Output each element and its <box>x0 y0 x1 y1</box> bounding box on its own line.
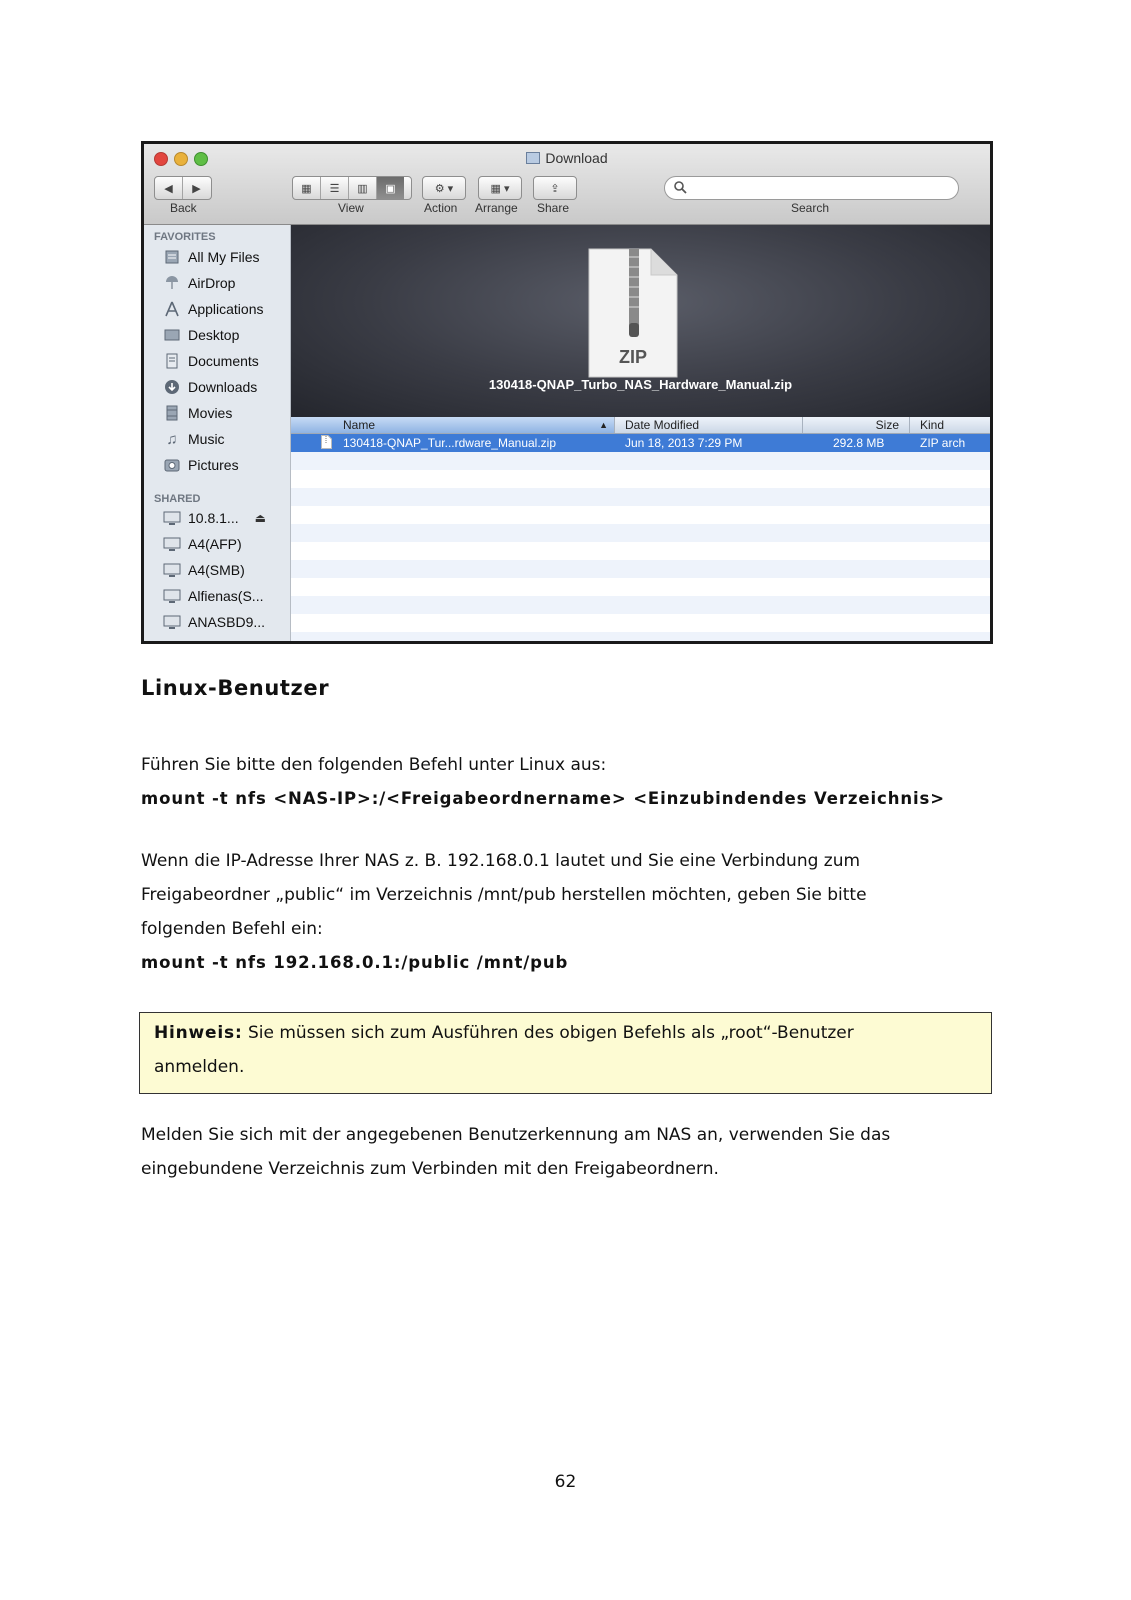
list-view-icon[interactable]: ☰ <box>321 177 349 199</box>
sort-arrow-icon: ▲ <box>599 420 608 430</box>
paragraph-closing-line-2: eingebundene Verzeichnis zum Verbinden mit den Freigabeordnern. <box>141 1159 719 1179</box>
file-list <box>291 434 990 641</box>
note-text: Sie müssen sich zum Ausführen des obigen Befehls als „root“-Benutzer <box>242 1023 854 1043</box>
column-size[interactable]: Size <box>803 417 910 433</box>
sidebar-item-all-my-files[interactable]: All My Files <box>162 246 260 268</box>
folder-icon <box>526 152 540 164</box>
downloads-icon <box>162 378 182 396</box>
coverflow-view-icon[interactable]: ▣ <box>377 177 404 199</box>
column-kind[interactable]: Kind <box>920 418 945 432</box>
icon-view-icon[interactable]: ▦ <box>293 177 321 199</box>
applications-icon <box>162 300 182 318</box>
paragraph-closing-line-1: Melden Sie sich mit der angegebenen Benutzerkennung am NAS an, verwenden Sie das <box>141 1125 891 1145</box>
sidebar-item-movies[interactable]: Movies <box>162 402 232 424</box>
paragraph-example-line-1: Wenn die IP-Adresse Ihrer NAS z. B. 192.168.0.1 lautet und Sie eine Verbindung zum <box>141 851 861 871</box>
view-control <box>292 176 412 200</box>
paragraph-intro: Führen Sie bitte den folgenden Befehl unter Linux aus: <box>141 755 607 775</box>
zip-label: ZIP <box>618 347 648 367</box>
favorites-header: FAVORITES <box>154 231 216 243</box>
forward-button[interactable]: ▶ <box>192 182 201 195</box>
sidebar-item-downloads[interactable]: Downloads <box>162 376 257 398</box>
arrange-icon[interactable]: ▦ ▾ <box>490 182 510 195</box>
list-header <box>291 417 990 434</box>
computer-icon <box>162 509 182 527</box>
sidebar-item-airdrop[interactable]: AirDrop <box>162 272 235 294</box>
back-label: Back <box>170 201 197 215</box>
arrange-control <box>478 176 522 200</box>
command-example: mount -t nfs 192.168.0.1:/public /mnt/pub <box>141 953 569 972</box>
sidebar-item-shared-1[interactable]: 10.8.1... ⏏ <box>162 507 266 529</box>
column-date-modified[interactable]: Date Modified <box>615 417 803 433</box>
window-title: Download <box>144 150 990 166</box>
page-number: 62 <box>554 1472 577 1492</box>
search-icon <box>673 180 687 194</box>
share-control <box>533 176 577 200</box>
movies-icon <box>162 404 182 422</box>
file-size-cell: 292.8 MB <box>833 436 885 450</box>
file-kind-cell: ZIP arch <box>920 436 966 450</box>
sidebar-item-shared-2[interactable]: A4(AFP) <box>162 533 242 555</box>
zip-file-icon <box>585 247 681 379</box>
file-date-cell: Jun 18, 2013 7:29 PM <box>625 436 743 450</box>
column-name[interactable]: Name ▲ <box>291 417 615 433</box>
music-icon: ♫ <box>166 430 178 448</box>
arrange-label: Arrange <box>475 201 518 215</box>
all-files-icon <box>162 248 182 266</box>
sidebar-item-shared-4[interactable]: Alfienas(S... <box>162 585 263 607</box>
zip-file-icon-small <box>321 434 332 452</box>
sidebar-item-shared-3[interactable]: A4(SMB) <box>162 559 245 581</box>
desktop-icon <box>162 326 182 344</box>
note-line-1 <box>154 1016 977 1050</box>
file-name-cell: 130418-QNAP_Tur...rdware_Manual.zip <box>343 436 556 450</box>
action-label: Action <box>424 201 458 215</box>
computer-icon <box>162 587 182 605</box>
column-view-icon[interactable]: ▥ <box>349 177 377 199</box>
command-generic: mount -t nfs <NAS-IP>:/<Freigabeordnername> <Einzubindendes Verzeichnis> <box>141 789 946 808</box>
sidebar-item-music[interactable]: ♫ Music <box>162 428 225 450</box>
note-line-2: anmelden. <box>154 1057 245 1077</box>
computer-icon <box>162 561 182 579</box>
share-label: Share <box>537 201 570 215</box>
finder-sidebar <box>144 225 291 641</box>
paragraph-example-line-3: folgenden Befehl ein: <box>141 919 323 939</box>
eject-icon[interactable]: ⏏ <box>254 511 266 525</box>
sidebar-item-applications[interactable]: Applications <box>162 298 264 320</box>
action-control <box>422 176 466 200</box>
sidebar-item-documents[interactable]: Documents <box>162 350 259 372</box>
airdrop-icon <box>162 274 182 292</box>
sidebar-item-pictures[interactable]: Pictures <box>162 454 239 476</box>
paragraph-example-line-2: Freigabeordner „public“ im Verzeichnis /mnt/pub herstellen möchten, geben Sie bitte <box>141 885 867 905</box>
note-box <box>139 1012 992 1094</box>
finder-screenshot <box>141 141 993 644</box>
back-button[interactable]: ◀ <box>155 177 183 199</box>
share-icon[interactable]: ⇪ <box>550 182 560 195</box>
gear-icon[interactable]: ⚙ ▾ <box>434 182 454 195</box>
search-label: Search <box>791 201 830 215</box>
preview-file-name: 130418-QNAP_Turbo_NAS_Hardware_Manual.zip <box>488 377 793 392</box>
pictures-icon <box>162 456 182 474</box>
sidebar-item-desktop[interactable]: Desktop <box>162 324 239 346</box>
section-heading: Linux-Benutzer <box>141 676 330 700</box>
coverflow-preview <box>291 225 990 417</box>
note-label: Hinweis: <box>154 1023 243 1043</box>
search-input[interactable] <box>664 176 959 200</box>
back-forward-control <box>154 176 212 200</box>
computer-icon <box>162 535 182 553</box>
documents-icon <box>162 352 182 370</box>
view-label: View <box>338 201 364 215</box>
table-row[interactable] <box>291 434 990 452</box>
sidebar-item-shared-5[interactable]: ANASBD9... <box>162 611 265 633</box>
finder-titlebar <box>144 144 990 225</box>
shared-header: SHARED <box>154 493 201 505</box>
computer-icon <box>162 613 182 631</box>
